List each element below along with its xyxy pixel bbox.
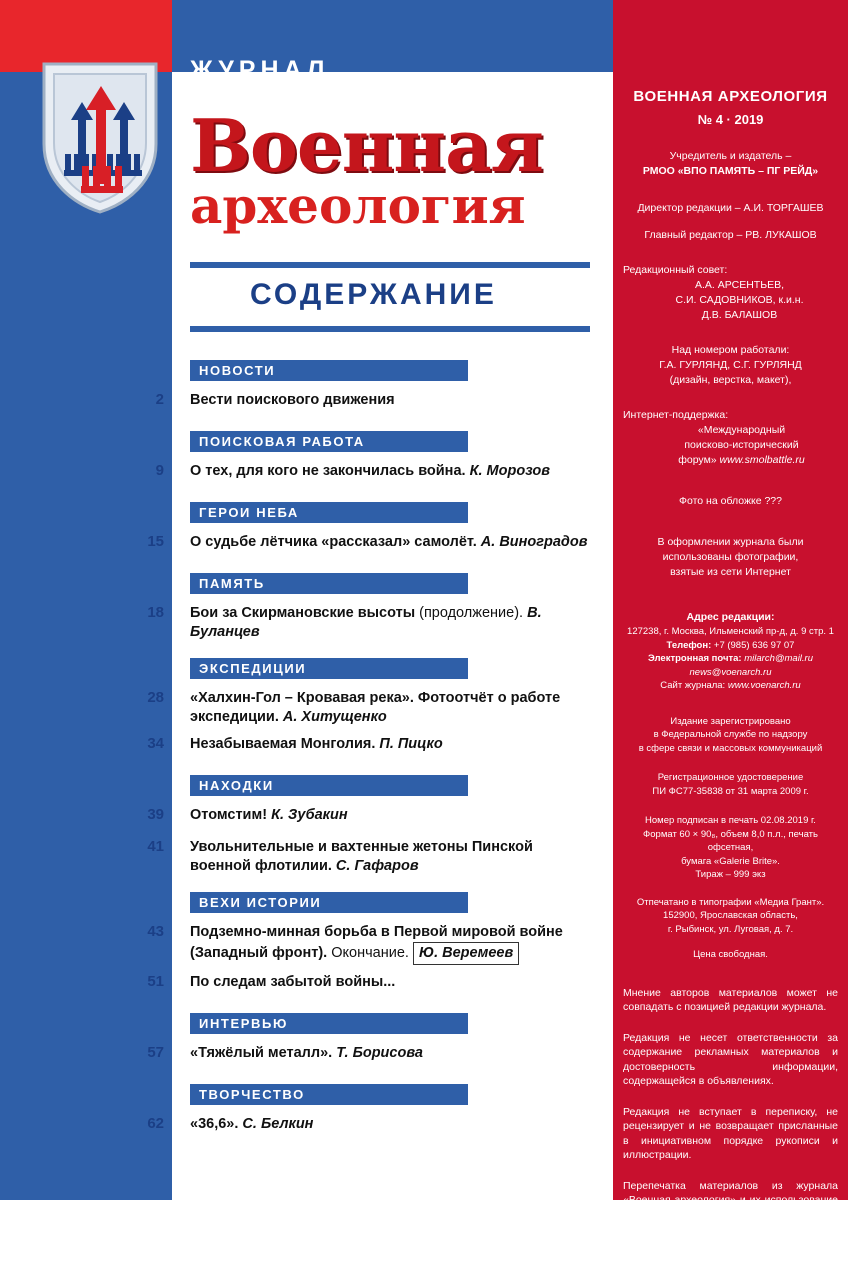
disclaimer-1: Мнение авторов материалов может не совпадать с позицией редакции журнала. bbox=[623, 986, 838, 1013]
toc-page-number: 2 bbox=[155, 391, 164, 408]
toc-entry-title: По следам забытой войны... bbox=[190, 974, 396, 990]
toc-section-header: ГЕРОИ НЕБА bbox=[190, 502, 468, 523]
toc-entry-title: Подземно-минная борьба в Первой мировой войне (Западный фронт). bbox=[190, 924, 563, 961]
imprint-address bbox=[623, 610, 838, 693]
toc-entry-text bbox=[190, 1115, 590, 1134]
toc-page-number: 39 bbox=[147, 806, 164, 823]
toc-entry[interactable] bbox=[0, 462, 613, 486]
disclaimer-3: Редакция не вступает в переписку, не рецензирует и не возвращает присланные в инициативном порядке рукописи и иллюстрации. bbox=[623, 1105, 838, 1161]
board-member: А.А. АРСЕНТЬЕВ, bbox=[694, 279, 785, 291]
founder-label: Учредитель и издатель – bbox=[669, 150, 792, 162]
support-line: поисково-исторический bbox=[684, 439, 799, 451]
toc-entry-title: О судьбе лётчика «рассказал» самолёт. bbox=[190, 534, 477, 550]
imprint-founder bbox=[623, 149, 838, 179]
toc-entry[interactable] bbox=[0, 533, 613, 557]
toc-section-header: ЭКСПЕДИЦИИ bbox=[190, 658, 468, 679]
toc-page-number: 28 bbox=[147, 689, 164, 706]
table-of-contents bbox=[0, 344, 613, 1147]
toc-entry-author: В. Буланцев bbox=[190, 605, 542, 640]
toc-entry-text bbox=[190, 973, 590, 992]
toc-page-number: 9 bbox=[155, 462, 164, 479]
imprint-support bbox=[623, 408, 838, 468]
journal-word: ЖУРНАЛ bbox=[190, 56, 330, 84]
toc-section-header: ВЕХИ ИСТОРИИ bbox=[190, 892, 468, 913]
toc-entry-title: Увольнительные и вахтенные жетоны Пинской военной флотилии. bbox=[190, 839, 533, 874]
site-value[interactable]: www.voenarch.ru bbox=[727, 680, 801, 691]
toc-entry-author: С. Гафаров bbox=[335, 858, 419, 874]
phone-row: Телефон: +7 (985) 636 97 07 bbox=[666, 639, 795, 651]
toc-section-header: НАХОДКИ bbox=[190, 775, 468, 796]
toc-page-number: 34 bbox=[147, 735, 164, 752]
toc-entry[interactable] bbox=[0, 838, 613, 876]
toc-section-header: НОВОСТИ bbox=[190, 360, 468, 381]
phone-value: +7 (985) 636 97 07 bbox=[713, 639, 795, 651]
toc-entry-text bbox=[190, 533, 590, 552]
toc-section-header: ИНТЕРВЬЮ bbox=[190, 1013, 468, 1034]
toc-section-header: ТВОРЧЕСТВО bbox=[190, 1084, 468, 1105]
board-member: С.И. САДОВНИКОВ, к.и.н. bbox=[675, 294, 804, 306]
toc-page-number: 18 bbox=[147, 604, 164, 621]
toc-entry[interactable] bbox=[0, 973, 613, 997]
board-member: Д.В. БАЛАШОВ bbox=[701, 309, 778, 321]
address-value: 127238, г. Москва, Ильменский пр-д, д. 9 стр. 1 bbox=[627, 626, 834, 637]
masthead-rule bbox=[190, 262, 590, 268]
toc-page-number: 43 bbox=[147, 923, 164, 940]
toc-entry-author-boxed: Ю. Веремеев bbox=[413, 942, 519, 965]
toc-entry-text bbox=[190, 604, 590, 642]
email-2[interactable]: news@voenarch.ru bbox=[689, 666, 772, 678]
toc-entry[interactable] bbox=[0, 604, 613, 642]
toc-entry-rest: Окончание. bbox=[331, 945, 409, 961]
imprint-title: ВОЕННАЯ АРХЕОЛОГИЯ bbox=[633, 88, 828, 105]
toc-entry[interactable] bbox=[0, 1044, 613, 1068]
toc-entry-author: Т. Борисова bbox=[336, 1045, 423, 1061]
toc-entry-author: А. Хитущенко bbox=[282, 709, 387, 725]
toc-entry-author: К. Зубакин bbox=[271, 807, 348, 823]
toc-page-number: 51 bbox=[147, 973, 164, 990]
toc-entry-text bbox=[190, 735, 590, 754]
toc-entry[interactable] bbox=[0, 735, 613, 759]
toc-page-number: 15 bbox=[147, 533, 164, 550]
site-row: Сайт журнала: www.voenarch.ru bbox=[660, 680, 801, 691]
toc-entry-author: П. Пицко bbox=[379, 736, 443, 752]
toc-entry[interactable] bbox=[0, 923, 613, 965]
shield-emblem-icon bbox=[38, 58, 162, 218]
disclaimer-2: Редакция не несет ответственности за содержание рекламных материалов и достоверность информации, содержащейся в объявлениях. bbox=[623, 1031, 838, 1087]
toc-entry[interactable] bbox=[0, 806, 613, 830]
toc-entry-title: «36,6». bbox=[190, 1116, 239, 1132]
toc-entry-title: «Тяжёлый металл». bbox=[190, 1045, 333, 1061]
worked-line: Г.А. ГУРЛЯНД, С.Г. ГУРЛЯНД bbox=[659, 359, 802, 371]
masthead bbox=[190, 103, 590, 235]
imprint-worked bbox=[623, 343, 838, 388]
worked-line: (дизайн, верстка, макет), bbox=[669, 374, 792, 386]
toc-entry-author: С. Белкин bbox=[242, 1116, 314, 1132]
support-line: форум» www.smolbattle.ru bbox=[678, 454, 805, 466]
board-label: Редакционный совет: bbox=[623, 264, 728, 276]
imprint-board bbox=[623, 263, 838, 323]
cover-photo-note: Фото на обложке ??? bbox=[679, 495, 782, 507]
imprint-editor: Главный редактор – РВ. ЛУКАШОВ bbox=[644, 229, 817, 241]
toc-entry-text bbox=[190, 1044, 590, 1063]
copyright: © Журнал «Военная археология», 2019 bbox=[643, 1272, 818, 1283]
registration-note: Издание зарегистрировано в Федеральной службе по надзору в сфере связи и массовых коммуникаций bbox=[638, 715, 823, 754]
toc-entry-text bbox=[190, 689, 590, 727]
design-note: В оформлении журнала были использованы фотографии, взятые из сети Интернет bbox=[657, 536, 804, 578]
toc-entry-title: Бои за Скирмановские высоты bbox=[190, 605, 416, 621]
toc-entry-text bbox=[190, 806, 590, 825]
certificate-note: Регистрационное удостоверение ПИ ФС77-35838 от 31 марта 2009 г. bbox=[652, 772, 809, 797]
printer-info: Отпечатано в типографии «Медиа Грант». 152900, Ярославская область, г. Рыбинск, ул. Луговая, д. 7. bbox=[636, 896, 825, 935]
contents-heading: СОДЕРЖАНИЕ bbox=[250, 278, 497, 311]
toc-entry-title: «Халхин-Гол – Кровавая река». Фотоотчёт о работе экспедиции. bbox=[190, 690, 561, 725]
support-line: «Международный bbox=[697, 424, 786, 436]
masthead-title-line1: Военная bbox=[190, 103, 543, 188]
email-1[interactable]: milarch@mail.ru bbox=[744, 653, 813, 664]
toc-entry-title: О тех, для кого не закончилась война. bbox=[190, 463, 466, 479]
masthead-title-line2: археология bbox=[190, 176, 526, 235]
imprint-director: Директор редакции – А.И. ТОРГАШЕВ bbox=[637, 202, 824, 214]
toc-page-number: 41 bbox=[147, 838, 164, 855]
contents-rule bbox=[190, 326, 590, 332]
toc-entry[interactable] bbox=[0, 1115, 613, 1139]
toc-entry-text bbox=[190, 391, 590, 410]
toc-entry-title: Вести поискового движения bbox=[190, 392, 395, 408]
disclaimer-4: Перепечатка материалов из журнала «Военная археология» и их использование в любой форме, в том числе и в электронных СМИ, возможны только с письменного разрешения редакции. bbox=[623, 1179, 838, 1250]
toc-entry-text bbox=[190, 462, 590, 481]
price-note: Цена свободная. bbox=[693, 949, 768, 960]
founder-name: РМОО «ВПО ПАМЯТЬ – ПГ РЕЙД» bbox=[642, 165, 819, 177]
toc-entry-title: Отомстим! bbox=[190, 807, 268, 823]
print-info: Номер подписан в печать 02.08.2019 г. Формат 60 × 90₈, объем 8,0 п.л., печать офсетная, бумага «Galerie Brite». Тираж – 999 экз bbox=[643, 815, 818, 880]
toc-entry-author: К. Морозов bbox=[469, 463, 551, 479]
email-row: Электронная почта: milarch@mail.ru bbox=[648, 653, 813, 664]
toc-entry-rest: (продолжение). bbox=[419, 605, 524, 621]
toc-entry-author: А. Виноградов bbox=[480, 534, 588, 550]
toc-page-number: 57 bbox=[147, 1044, 164, 1061]
worked-label: Над номером работали: bbox=[671, 344, 790, 356]
support-label: Интернет-поддержка: bbox=[623, 409, 729, 421]
toc-page-number: 62 bbox=[147, 1115, 164, 1132]
toc-entry[interactable] bbox=[0, 391, 613, 415]
toc-entry[interactable] bbox=[0, 689, 613, 727]
toc-entry-text bbox=[190, 923, 590, 965]
toc-entry-text bbox=[190, 838, 590, 876]
toc-section-header: ПАМЯТЬ bbox=[190, 573, 468, 594]
imprint-column bbox=[613, 0, 848, 1283]
toc-section-header: ПОИСКОВАЯ РАБОТА bbox=[190, 431, 468, 452]
imprint-issue: № 4 · 2019 bbox=[697, 112, 764, 127]
toc-entry-title: Незабываемая Монголия. bbox=[190, 736, 376, 752]
address-label: Адрес редакции: bbox=[686, 611, 775, 623]
support-site[interactable]: www.smolbattle.ru bbox=[719, 454, 805, 466]
